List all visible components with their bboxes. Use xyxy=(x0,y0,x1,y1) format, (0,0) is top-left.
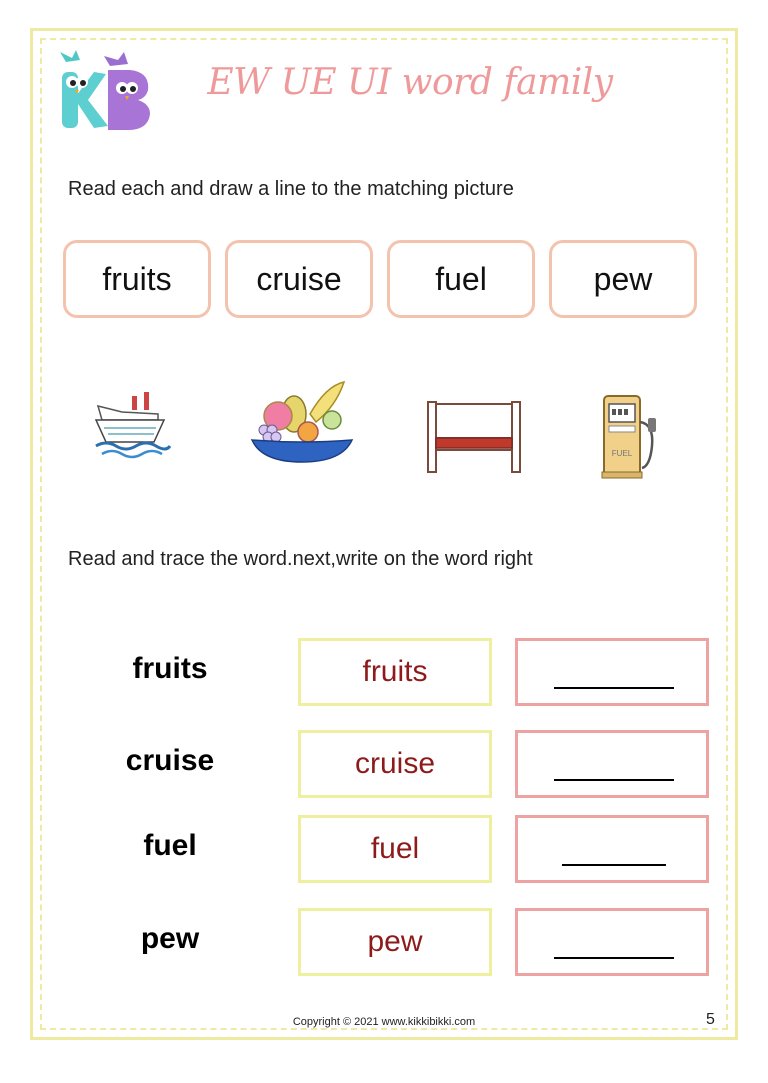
write-line xyxy=(554,779,674,781)
trace-row xyxy=(100,730,710,800)
write-box[interactable] xyxy=(515,638,709,706)
cruise-ship-icon[interactable] xyxy=(92,386,172,462)
trace-word-label: pew xyxy=(140,922,200,955)
copyright-text: Copyright © 2021 www.kikkibikki.com xyxy=(292,1016,476,1028)
trace-box[interactable]: fruits xyxy=(298,638,492,706)
page-title: EW UE UI word family xyxy=(207,62,613,103)
word-card-fruits[interactable]: fruits xyxy=(63,240,211,318)
fuel-pump-icon[interactable] xyxy=(598,392,662,480)
write-box[interactable] xyxy=(515,815,709,883)
word-card-fuel[interactable]: fuel xyxy=(387,240,535,318)
trace-row xyxy=(100,815,710,885)
matching-instruction: Read each and draw a line to the matching picture xyxy=(68,178,514,200)
write-line xyxy=(554,957,674,959)
write-box[interactable] xyxy=(515,730,709,798)
trace-row xyxy=(100,908,710,978)
word-card-row xyxy=(63,240,703,322)
trace-row xyxy=(100,638,710,708)
fruit-bowl-icon[interactable] xyxy=(250,378,354,464)
kb-logo xyxy=(52,50,152,132)
word-card-pew[interactable]: pew xyxy=(549,240,697,318)
tracing-instruction: Read and trace the word.next,write on the word right xyxy=(68,548,533,570)
trace-word-label: fuel xyxy=(143,829,197,862)
trace-box[interactable]: pew xyxy=(298,908,492,976)
write-line xyxy=(562,864,666,866)
word-card-cruise[interactable]: cruise xyxy=(225,240,373,318)
trace-word-label: fruits xyxy=(132,652,208,685)
page-number: 5 xyxy=(706,1011,715,1028)
write-box[interactable] xyxy=(515,908,709,976)
trace-box[interactable]: cruise xyxy=(298,730,492,798)
pew-bench-icon[interactable] xyxy=(424,398,524,474)
fuel-pump-label: FUEL xyxy=(611,449,633,458)
write-line xyxy=(554,687,674,689)
trace-box[interactable]: fuel xyxy=(298,815,492,883)
trace-word-label: cruise xyxy=(125,744,215,777)
